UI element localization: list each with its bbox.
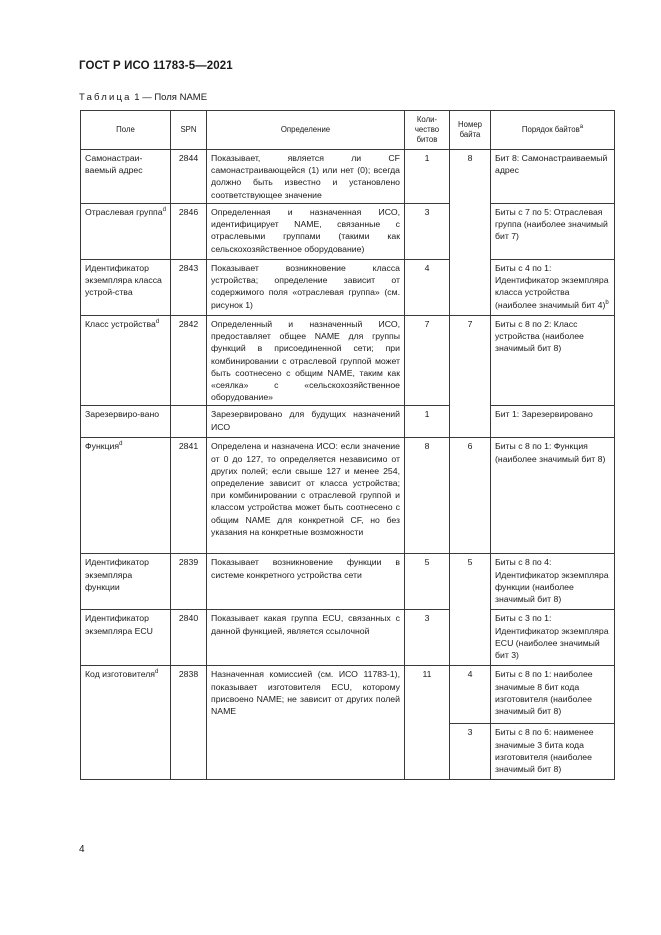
spn-cell: 2839 [171, 554, 207, 610]
byte-number-cell: 8 [450, 150, 491, 316]
name-fields-table [80, 110, 615, 780]
byte-order-cell: Биты с 3 по 1: Идентификатор экземпляра ECU (наиболее значимый бит 3) [491, 610, 615, 666]
byte-number-cell: 3 [450, 724, 491, 780]
definition-cell: Показывает, является ли CF самонастраивающейся (1) или нет (0); всегда должно быть известно и установлено соответствующее значение [207, 150, 405, 204]
table-row [81, 204, 615, 260]
bits-count-cell: 11 [405, 666, 450, 780]
table-row [81, 316, 615, 406]
definition-cell: Определенный и назначенный ИСО, предоставляет общее NAME для группы функций в присоединенной сети; при комбинировании с отраслевой группой может быть соотнесено с общим NAME, таким как «сеялка» с «сельскохозяйственное оборудование» [207, 316, 405, 406]
table-row [81, 438, 615, 554]
table-row [81, 150, 615, 204]
byte-order-label: Порядок байтов [521, 125, 580, 134]
spn-cell: 2841 [171, 438, 207, 554]
byte-order-cell: Бит 1: Зарезервировано [491, 406, 615, 438]
byte-order-cell: Биты с 8 по 1: Функция (наиболее значимый бит 8) [491, 438, 615, 554]
definition-cell: Показывает возникновение функции в системе конкретного устройства сети [207, 554, 405, 610]
byte-order-cell: Бит 8: Самонастраиваемый адрес [491, 150, 615, 204]
caption-label: Таблица [79, 92, 132, 103]
col-header-byte-number: Номер байта [450, 111, 491, 150]
col-header-field: Поле [81, 111, 171, 150]
table-row [81, 554, 615, 610]
bits-count-cell: 1 [405, 406, 450, 438]
byte-order-cell: Биты с 8 по 2: Класс устройства (наиболее значимый бит 8) [491, 316, 615, 406]
byte-number-cell: 7 [450, 316, 491, 438]
byte-number-cell: 6 [450, 438, 491, 554]
spn-cell: 2844 [171, 150, 207, 204]
bits-count-cell: 5 [405, 554, 450, 610]
table-header-row [81, 111, 615, 150]
field-name-cell: Самонастраи-ваемый адрес [81, 150, 171, 204]
spn-cell: 2846 [171, 204, 207, 260]
field-name-cell: Идентификатор экземпляра класса устрой-ства [81, 260, 171, 316]
definition-cell: Назначенная комиссией (см. ИСО 11783-1), показывает изготовителя ECU, которому присвоено NAME; не зависит от других полей NAME [207, 666, 405, 780]
bits-count-cell: 1 [405, 150, 450, 204]
table-row [81, 610, 615, 666]
col-header-bits-count: Коли-чество битов [405, 111, 450, 150]
table-row [81, 260, 615, 316]
col-header-spn: SPN [171, 111, 207, 150]
field-name-cell: Идентификатор экземпляра ECU [81, 610, 171, 666]
spn-cell: 2840 [171, 610, 207, 666]
table-caption [79, 92, 207, 103]
bits-count-cell: 3 [405, 610, 450, 666]
field-name-cell: Функция$^d$ [81, 438, 171, 554]
caption-text: 1 — Поля NAME [131, 92, 208, 103]
definition-cell: Зарезервировано для будущих назначений ИСО [207, 406, 405, 438]
spn-cell [171, 406, 207, 438]
field-name-cell: Отраслевая группа$^d$ [81, 204, 171, 260]
page-number: 4 [79, 844, 85, 855]
document-header: ГОСТ Р ИСО 11783-5—2021 [79, 60, 233, 72]
definition-cell: Показывает возникновение класса устройства; определение зависит от содержимого поля «отраслевая группа» (см. рисунок 1) [207, 260, 405, 316]
byte-number-cell: 5 [450, 554, 491, 666]
footnote-mark: a [579, 124, 584, 130]
spn-cell: 2838 [171, 666, 207, 780]
bits-count-cell: 7 [405, 316, 450, 406]
field-name-cell: Зарезервиро-вано [81, 406, 171, 438]
byte-order-cell: Биты с 8 по 1: наиболее значимые 8 бит кода изготовителя (наиболее значимый бит 8) [491, 666, 615, 724]
definition-cell: Определенная и назначенная ИСО, идентифицирует NAME, связанные с отраслевыми группами (такими как сельскохозяйственное оборудование) [207, 204, 405, 260]
spn-cell: 2842 [171, 316, 207, 406]
field-name-cell: Идентификатор экземпляра функции [81, 554, 171, 610]
bits-count-cell: 3 [405, 204, 450, 260]
col-header-definition: Определение [207, 111, 405, 150]
byte-order-cell: Биты с 7 по 5: Отраслевая группа (наиболее значимый бит 7) [491, 204, 615, 260]
spn-cell: 2843 [171, 260, 207, 316]
bits-count-cell: 8 [405, 438, 450, 554]
bits-count-cell: 4 [405, 260, 450, 316]
table-row [81, 666, 615, 724]
field-name-cell: Класс устройства$^d$ [81, 316, 171, 406]
field-name-cell: Код изготовителя$^d$ [81, 666, 171, 780]
definition-cell: Показывает какая группа ECU, связанных с данной функцией, является ссылочной [207, 610, 405, 666]
byte-number-cell: 4 [450, 666, 491, 724]
byte-order-cell: Биты с 4 по 1: Идентификатор экземпляра класса устройства (наиболее значимый бит 4)$^b$ [491, 260, 615, 316]
byte-order-cell: Биты с 8 по 6: наименее значимые 3 бита кода изготовителя (наиболее значимый бит 8) [491, 724, 615, 780]
byte-order-cell: Биты с 8 по 4: Идентификатор экземпляра функции (наиболее значимый бит 8) [491, 554, 615, 610]
col-header-byte-order [491, 111, 615, 150]
table-row [81, 406, 615, 438]
definition-cell: Определена и назначена ИСО: если значение от 0 до 127, то определяется независимо от других полей; если свыше 127 и менее 254, определение зависит от класса устройства; при комбинировании с отраслевой группой и классом устройства может быть соотнесено с общим NAME для конкретной CF, но без указания на конкретные возможности [207, 438, 405, 554]
